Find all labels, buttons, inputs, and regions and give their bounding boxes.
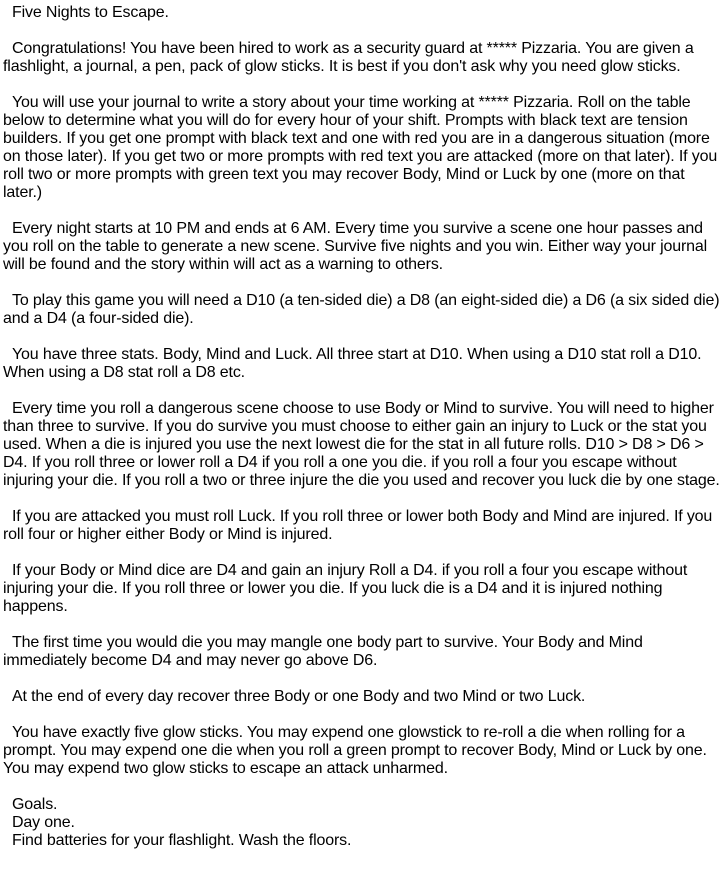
document-title: Five Nights to Escape. — [12, 4, 169, 21]
paragraph-intro: Congratulations! You have been hired to work as a security guard at ***** Pizzaria. You are given a flashlight, a journal, a pen, pack of glow sticks. It is best if you don't ask why you need glow sticks. — [3, 40, 694, 75]
goals-section — [3, 796, 723, 850]
paragraph-glow-sticks: You have exactly five glow sticks. You may expend one glowstick to re-roll a die when rolling for a prompt. You may expend one die when you roll a green prompt to recover Body, Mind or Luck by one. You may expend two glow sticks to escape an attack unharmed. — [3, 724, 707, 777]
paragraph-stats: You have three stats. Body, Mind and Luck. All three start at D10. When using a D10 stat roll a D10. When using a D8 stat roll a D8 etc. — [3, 346, 702, 381]
goals-tasks: Find batteries for your flashlight. Wash the floors. — [12, 832, 352, 849]
paragraph-d4-injury: If your Body or Mind dice are D4 and gain an injury Roll a D4. if you roll a four you escape without injuring your die. If you roll three or lower you die. If you luck die is a D4 and it is injured nothing happens. — [3, 562, 688, 615]
paragraph-first-death: The first time you would die you may mangle one body part to survive. Your Body and Mind immediately become D4 and may never go above D6. — [3, 634, 643, 669]
goals-day: Day one. — [12, 814, 75, 831]
goals-heading: Goals. — [12, 796, 58, 813]
paragraph-dangerous-scene: Every time you roll a dangerous scene choose to use Body or Mind to survive. You will need to higher than three to survive. If you do survive you must choose to either gain an injury to Luck or the stat you used. When a die is injured you use the next lowest die for the stat in all future rolls. D10 > D8 > D6 > D4. If you roll three or lower roll a D4 if you roll a one you die. if you roll a four you escape without injuring your die. If you roll a two or three injure the die you used and recover you luck die by one stage. — [3, 400, 720, 489]
paragraph-dice: To play this game you will need a D10 (a ten-sided die) a D8 (an eight-sided die) a D6 (a six sided die) and a D4 (a four-sided die). — [3, 292, 720, 327]
paragraph-journal: You will use your journal to write a story about your time working at ***** Pizzaria. Roll on the table below to determine what you will do for every hour of your shift. Prompts with black text are tension builders. If you get one prompt with black text and one with red you are in a dangerous situation (more on those later). If you get two or more prompts with red text you are attacked (more on that later). If you roll two or more prompts with green text you may recover Body, Mind or Luck by one (more on that later.) — [3, 94, 718, 201]
paragraph-attacked: If you are attacked you must roll Luck. If you roll three or lower both Body and Mind are injured. If you roll four or higher either Body or Mind is injured. — [3, 508, 713, 543]
paragraph-recovery: At the end of every day recover three Body or one Body and two Mind or two Luck. — [12, 688, 586, 705]
paragraph-nights: Every night starts at 10 PM and ends at 6 AM. Every time you survive a scene one hour passes and you roll on the table to generate a new scene. Survive five nights and you win. Either way your journal will be found and the story within will act as a warning to others. — [3, 220, 708, 273]
